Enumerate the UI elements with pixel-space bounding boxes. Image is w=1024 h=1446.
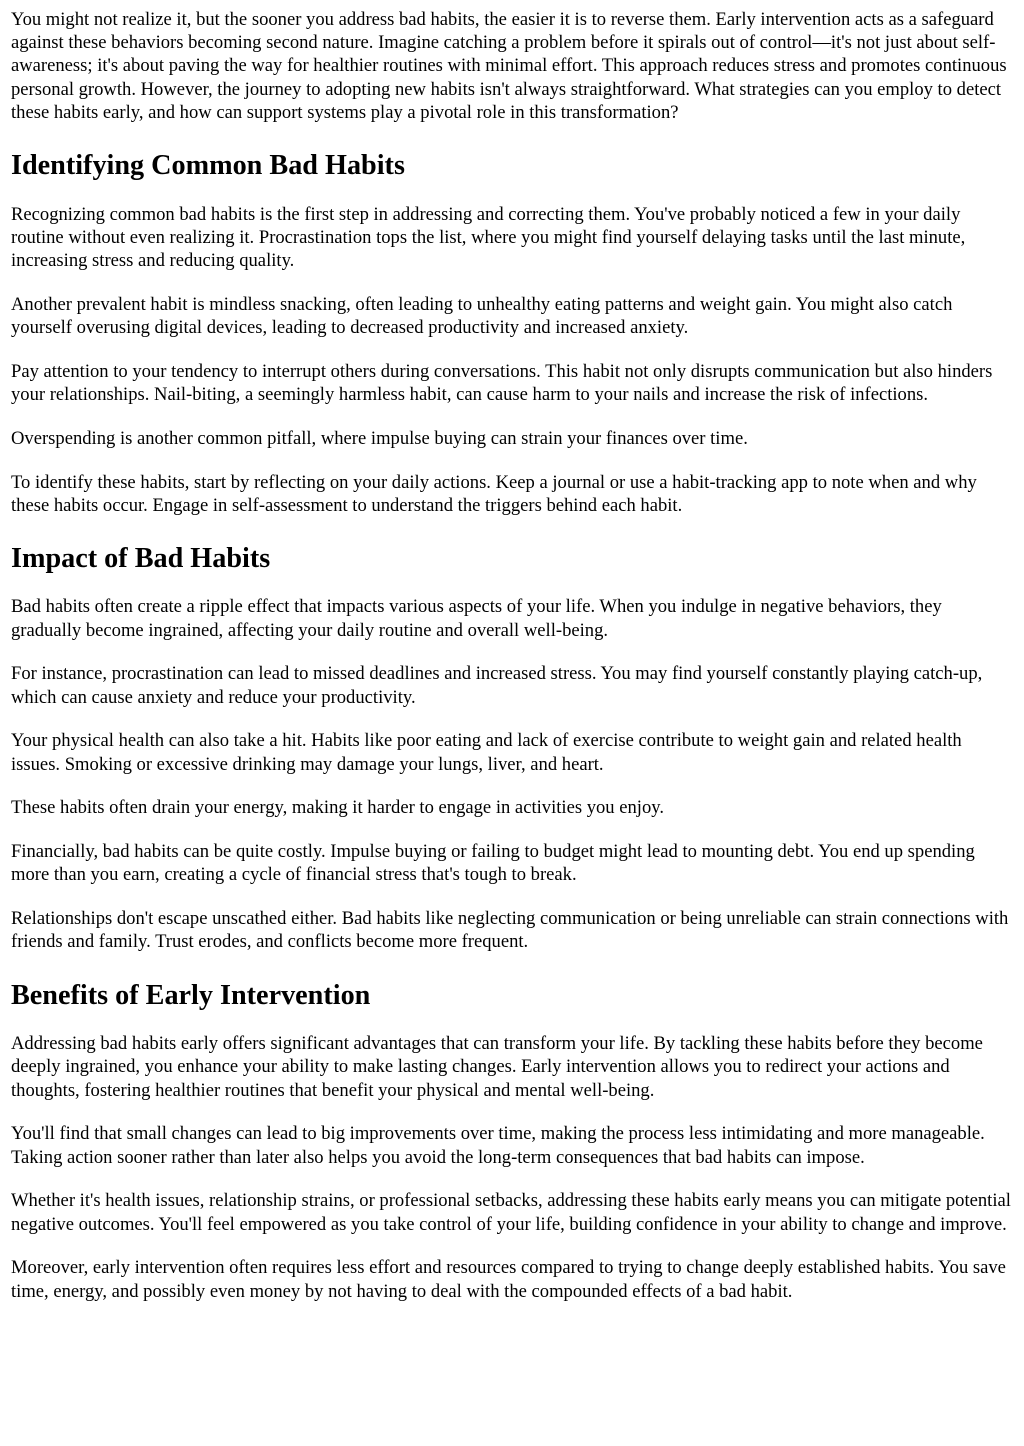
paragraph: Pay attention to your tendency to interrupt others during conversations. This habit not only disrupts communication but also hinders your relationships. Nail-biting, a seemingly harmless habit, can cause harm to your nails and increase the risk of infections.	[11, 360, 993, 405]
intro-paragraph: You might not realize it, but the sooner you address bad habits, the easier it is to reverse them. Early intervention acts as a safeguard against these behaviors becoming second nature. Imagine catching a problem before it spirals out of control—it's not just about self-awareness; it's about paving the way for healthier routines with minimal effort. This approach reduces stress and promotes continuous personal growth. However, the journey to adopting new habits isn't always straightforward. What strategies can you employ to detect these habits early, and how can support systems play a pivotal role in this transformation?	[11, 9, 1007, 123]
paragraph: Whether it's health issues, relationship strains, or professional setbacks, addressing these habits early means you can mitigate potential negative outcomes. You'll feel empowered as you take control of your life, building confidence in your ability to change and improve.	[11, 1190, 1011, 1235]
section-heading-impact: Impact of Bad Habits	[11, 542, 271, 574]
paragraph: Bad habits often create a ripple effect that impacts various aspects of your life. When you indulge in negative behaviors, they gradually become ingrained, affecting your daily routine and overall well-being.	[11, 596, 942, 641]
paragraph: Overspending is another common pitfall, where impulse buying can strain your finances over time.	[11, 427, 748, 449]
paragraph: Recognizing common bad habits is the first step in addressing and correcting them. You've probably noticed a few in your daily routine without even realizing it. Procrastination tops the list, where you might find yourself delaying tasks until the last minute, increasing stress and reducing quality.	[11, 203, 966, 271]
paragraph: For instance, procrastination can lead to missed deadlines and increased stress. You may find yourself constantly playing catch-up, which can cause anxiety and reduce your productivity.	[11, 663, 983, 708]
paragraph: Another prevalent habit is mindless snacking, often leading to unhealthy eating patterns and weight gain. You might also catch yourself overusing digital devices, leading to decreased productivity and increased anxiety.	[11, 293, 953, 338]
paragraph: Financially, bad habits can be quite costly. Impulse buying or failing to budget might lead to mounting debt. You end up spending more than you earn, creating a cycle of financial stress that's tough to break.	[11, 841, 975, 886]
paragraph: Relationships don't escape unscathed either. Bad habits like neglecting communication or being unreliable can strain connections with friends and family. Trust erodes, and conflicts become more frequent.	[11, 908, 1009, 953]
paragraph: Your physical health can also take a hit. Habits like poor eating and lack of exercise contribute to weight gain and related health issues. Smoking or excessive drinking may damage your lungs, liver, and heart.	[11, 730, 962, 775]
section-heading-identifying: Identifying Common Bad Habits	[11, 150, 405, 182]
paragraph: Addressing bad habits early offers significant advantages that can transform your life. By tackling these habits before they become deeply ingrained, you enhance your ability to make lasting changes. Early intervention allows you to redirect your actions and thoughts, fostering healthier routines that benefit your physical and mental well-being.	[11, 1033, 983, 1101]
paragraph: These habits often drain your energy, making it harder to engage in activities you enjoy.	[11, 797, 664, 819]
paragraph: You'll find that small changes can lead to big improvements over time, making the process less intimidating and more manageable. Taking action sooner rather than later also helps you avoid the long-term consequences that bad habits can impose.	[11, 1123, 985, 1168]
paragraph: Moreover, early intervention often requires less effort and resources compared to trying to change deeply established habits. You save time, energy, and possibly even money by not having to deal with the compounded effects of a bad habit.	[11, 1257, 1006, 1302]
paragraph: To identify these habits, start by reflecting on your daily actions. Keep a journal or use a habit-tracking app to note when and why these habits occur. Engage in self-assessment to understand the triggers behind each habit.	[11, 471, 977, 516]
section-heading-benefits: Benefits of Early Intervention	[11, 979, 371, 1011]
